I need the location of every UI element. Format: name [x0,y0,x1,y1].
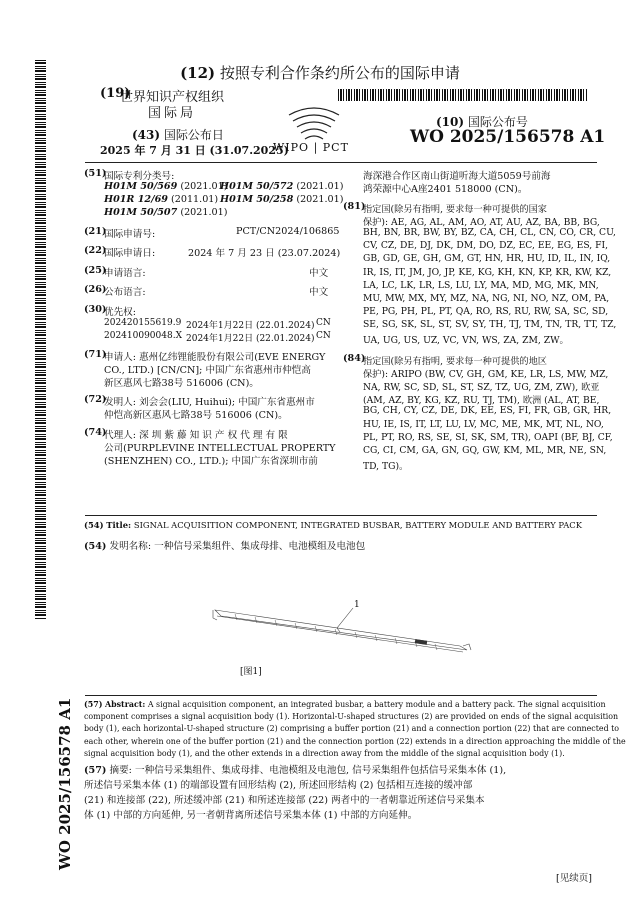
title-en-label: Title: [106,520,132,530]
abstract-en-line: each other, wherein one of the buffer portion (21) and the connection portion (22) extends in a direction approaching the middle of the [84,736,626,746]
plang-code: (26) [84,284,107,295]
pubno-label-text: 国际公布号 [467,115,528,129]
reg-lines-line: BG, CH, CY, CZ, DE, DK, EE, ES, FI, FR, GB, GR, HR, [363,405,612,417]
filing-value: 2024 年 7 月 23 日 (23.07.2024) [188,248,341,259]
ipc-label: 国际专利分类号: [104,171,175,182]
nat-lines-line: 指定国(除另有指明, 要求每一种可提供的国家 [363,204,547,215]
title-zh-text: 一种信号采集组件、集成母排、电池模组及电池包 [154,541,366,552]
title-divider [85,515,597,516]
wipo-pct-text: WIPO | PCT [273,141,349,154]
applicant-code: (71) [84,349,107,360]
org-name: 世界知识产权组织 [120,90,225,105]
prio-date: 2024年1月22日 (22.01.2024) [186,321,315,331]
title-en-text: SIGNAL ACQUISITION COMPONENT, INTEGRATED BUSBAR, BATTERY MODULE AND BATTERY PACK [133,520,582,530]
nat-lines-line: SE, SG, SK, SL, ST, SV, SY, TH, TJ, TM, TN, TR, TT, TZ, [363,318,617,330]
abstract-en-line: signal acquisition body (1), and the other extends in a direction away from the middle of the signal acquisition body (1). [84,748,565,758]
prio-label: 优先权: [104,307,137,318]
document-title [0,62,640,83]
figure-label: [图1] [240,667,262,677]
flang-code: (25) [84,265,107,276]
ipc-date: (2011.01) [171,194,219,205]
ipc-row [104,207,228,218]
abstract-divider [85,695,597,696]
inventor-line: 发明人: 刘会会(LIU, Huihui); 中国广东省惠州市 [104,397,315,408]
ipc-class: H01M 50/507 [104,207,178,218]
pubno-code: (10) [436,115,465,129]
nat-lines-line: GB, GD, GE, GH, GM, GT, HN, HR, HU, ID, IL, IN, IQ, [363,253,611,265]
abstract-en-text: A signal acquisition component, an integrated busbar, a battery module and a battery pack. The signal acquisition [147,700,606,709]
agent-line: (SHENZHEN) CO., LTD.); 中国广东省深圳市前 [104,456,318,467]
appno-code: (21) [84,226,107,237]
ipc-date: (2021.01) [180,207,228,218]
abstract-zh-label: 摘要: [109,765,132,776]
ipc-row [104,181,228,192]
designated-national-code: (81) [343,201,366,212]
abstract-en-line [84,700,606,709]
reg-lines-line: 指定国(除另有指明, 要求每一种可提供的地区 [363,356,547,367]
applicant-line: 新区惠风七路38号 516006 (CN)。 [104,378,259,389]
ipc-class: H01M 50/572 [220,181,294,192]
nat-lines-line: MU, MW, MX, MY, MZ, NA, NG, NI, NO, NZ, OM, PA, [363,292,610,304]
pubdate-label-text: 国际公布日 [163,128,224,142]
ipc-date: (2021.01) [180,181,228,192]
header-divider [85,162,597,163]
nat-lines-line: LA, LC, LK, LR, LS, LU, LY, MA, MD, MG, MK, MN, [363,279,599,291]
agent-line: 代理人: 深 圳 紫 藤 知 识 产 权 代 理 有 限 [104,430,288,441]
doc-code: (12) [180,64,216,82]
abstract-zh-text: 一种信号采集组件、集成母排、电池模组及电池包, 信号采集组件包括信号采集本体 (1), [134,765,507,776]
plang-value: 中文 [309,287,329,298]
ipc-date: (2021.01) [296,181,344,192]
reg-lines-line: PL, PT, RO, RS, SE, SI, SK, SM, TR), OAPI (BF, BJ, CF, [363,431,613,443]
figure-drawing [205,598,475,668]
wipo-logo-icon [279,103,349,143]
pubdate-label [132,126,224,143]
abstract-en-line: component comprises a signal acquisition body (1). Horizontal-U-shaped structures (2) are provided on ends of the signal acquisition [84,712,619,722]
abstract-en-label: Abstract: [104,700,146,709]
doc-title-text: 按照专利合作条约所公布的国际申请 [219,64,460,82]
ipc-class: H01M 50/569 [104,181,178,192]
reg-lines-line: CG, CI, CM, GA, GN, GQ, GW, KM, ML, MR, NE, SN, [363,444,607,456]
address-line: 鸿荣源中心A座2401 518000 (CN)。 [363,184,528,195]
nat-lines-line: UA, UG, US, UZ, VC, VN, WS, ZA, ZM, ZW。 [363,335,569,346]
inventor-line: 仲恺高新区惠风七路38号 516006 (CN)。 [104,410,288,421]
reg-lines-line: HU, IE, IS, IT, LT, LU, LV, MC, ME, MK, MT, NL, NO, [363,418,604,430]
ipc-row [220,194,344,205]
inventor-code: (72) [84,394,107,405]
org-code: (19) [100,86,131,101]
nat-lines-line: CV, CZ, DE, DJ, DK, DM, DO, DZ, EC, EE, EG, ES, FI, [363,240,609,252]
prio-number: 202410090048.X [104,331,182,341]
title-zh-label: 发明名称: [109,541,152,552]
figure-reference: 1 [354,600,360,610]
title-zh [84,538,365,552]
filing-code: (22) [84,245,107,256]
figure-label-text: 图1 [243,667,259,677]
prio-date: 2024年1月22日 (22.01.2024) [186,334,315,344]
reg-lines-line: 保护): ARIPO (BW, CV, GH, GM, KE, LR, LS, MW, MZ, [363,369,609,381]
appno-label: 国际申请号: [104,229,156,240]
nat-lines-line: BH, BN, BR, BW, BY, BZ, CA, CH, CL, CN, CO, CR, CU, [363,227,616,239]
abstract-zh-line: 体 (1) 中部的方向延伸, 另一者朝背离所述信号采集本体 (1) 中部的方向延伸。 [84,810,418,821]
flang-label: 申请语言: [104,268,146,279]
abstract-zh-line: (21) 和连接部 (22), 所述缓冲部 (21) 和所述连接部 (22) 两者中的一者朝靠近所述信号采集本 [84,795,485,806]
continuation-note: [见续页] [556,873,592,884]
reg-lines-line: TD, TG)。 [363,460,409,472]
title-en [84,520,582,530]
prio-country: CN [316,331,331,341]
abstract-en-code: (57) [84,700,103,709]
applicant-line: CO., LTD.) [CN/CN]; 中国广东省惠州市仲恺高 [104,365,311,376]
abstract-zh-code: (57) [84,765,107,776]
prio-number: 202420155619.9 [104,318,182,328]
appno-value: PCT/CN2024/106865 [236,226,340,237]
abstract-zh-line [84,762,506,776]
address-line: 海深港合作区南山街道听海大道5059号前海 [363,171,551,182]
flang-value: 中文 [309,268,329,279]
ipc-date: (2021.01) [296,194,344,205]
agent-line: 公司(PURPLEVINE INTELLECTUAL PROPERTY [104,443,336,454]
reg-lines-line: NA, RW, SC, SD, SL, ST, SZ, TZ, UG, ZM, ZW), 欧亚 [363,382,600,394]
designated-regional-code: (84) [343,353,366,364]
ipc-row [104,194,218,205]
ipc-code: (51) [84,168,107,179]
side-publication-number: WO 2025/156578 A1 [56,697,74,870]
agent-code: (74) [84,427,107,438]
plang-label: 公布语言: [104,287,146,298]
prio-country: CN [316,318,331,328]
filing-label: 国际申请日: [104,248,156,259]
applicant-line: 申请人: 惠州亿纬锂能股份有限公司(EVE ENERGY [104,352,326,363]
publication-number: WO 2025/156578 A1 [410,127,606,147]
nat-lines-line: PE, PG, PH, PL, PT, QA, RO, RS, RU, RW, SA, SC, SD, [363,305,609,317]
abstract-zh-line: 所述信号采集本体 (1) 的端部设置有回形结构 (2), 所述回形结构 (2) 包括相互连接的缓冲部 [84,780,473,791]
ipc-row [220,181,344,192]
title-en-code: (54) [84,520,104,530]
header-barcode [338,89,588,101]
ipc-class: H01R 12/69 [104,194,168,205]
nat-lines-line: IR, IS, IT, JM, JO, JP, KE, KG, KH, KN, KP, KR, KW, KZ, [363,266,612,278]
org-bureau: 国际局 [148,106,197,121]
title-zh-code: (54) [84,541,107,552]
reg-lines-line: (AM, AZ, BY, KG, KZ, RU, TJ, TM), 欧洲 (AL, AT, BE, [363,395,600,407]
pubdate-value: 2025 年 7 月 31 日 (31.07.2025) [100,144,289,157]
ipc-class: H01M 50/258 [220,194,294,205]
nat-lines-line: 保护): AE, AG, AL, AM, AO, AT, AU, AZ, BA, BB, BG, [363,217,600,229]
pubdate-code: (43) [132,128,161,142]
prio-code: (30) [84,304,107,315]
side-barcode [35,60,46,620]
abstract-en-line: body (1), each horizontal-U-shaped structure (2) comprising a buffer portion (21) and a connection portion (22) that are connected to [84,724,620,734]
